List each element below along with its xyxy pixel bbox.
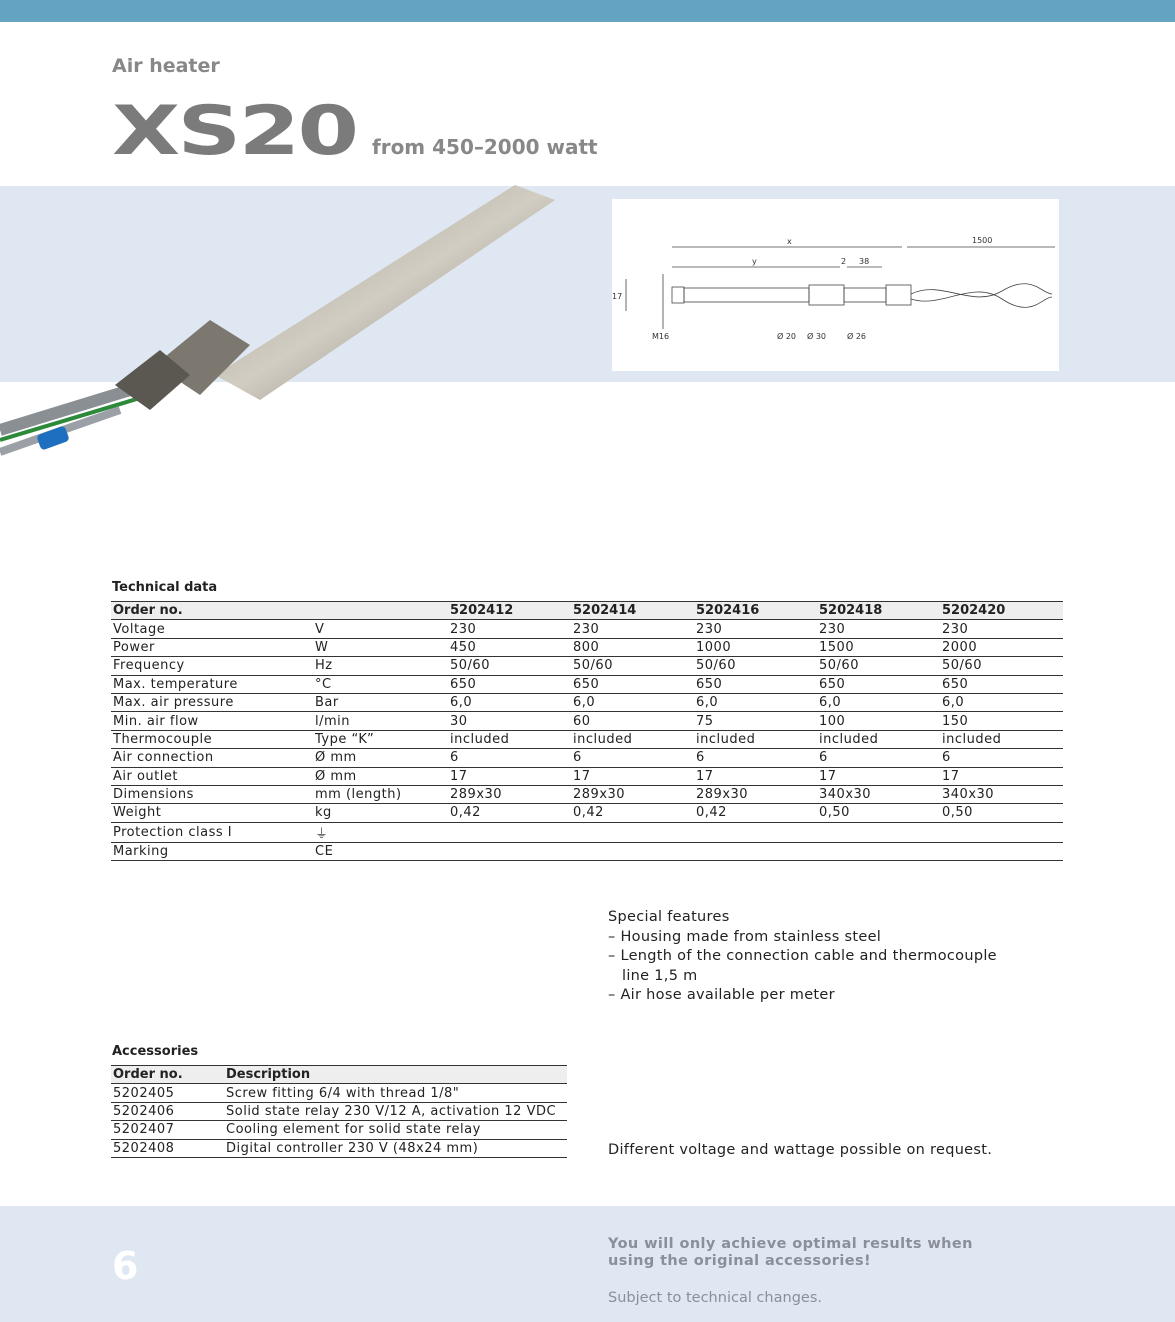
table-cell: Air connection [111, 749, 313, 767]
table-cell: Bar [313, 693, 448, 711]
table-cell: included [817, 730, 940, 748]
table-cell: 17 [940, 767, 1063, 785]
table-cell: 150 [940, 712, 1063, 730]
table-cell: 0,42 [571, 804, 694, 822]
table-cell: Cooling element for solid state relay [224, 1121, 567, 1139]
table-cell: 230 [817, 620, 940, 638]
table-cell [571, 842, 694, 860]
table-cell: Solid state relay 230 V/12 A, activation 12 VDC [224, 1102, 567, 1120]
table-cell: 2000 [940, 638, 1063, 656]
dim-cable: 1500 [972, 236, 993, 245]
table-cell: 289x30 [448, 785, 571, 803]
table-cell: 230 [571, 620, 694, 638]
table-cell [940, 822, 1063, 842]
table-cell: 289x30 [694, 785, 817, 803]
dim-gap: 2 [841, 257, 847, 266]
table-cell: 50/60 [448, 657, 571, 675]
table-cell: Air outlet [111, 767, 313, 785]
table-cell: 5202407 [111, 1121, 224, 1139]
table-cell: Order no. [111, 1066, 224, 1084]
table-cell: CE [313, 842, 448, 860]
dim-d30: Ø 30 [807, 332, 827, 341]
model-title: XS20 [112, 92, 357, 171]
table-row [111, 712, 1063, 730]
feature-item: line 1,5 m [622, 967, 698, 984]
technical-data-heading: Technical data [112, 580, 218, 595]
table-cell: 340x30 [817, 785, 940, 803]
table-cell: 5202405 [111, 1084, 224, 1102]
table-row [111, 1102, 567, 1120]
table-cell: 6 [448, 749, 571, 767]
table-cell: 50/60 [940, 657, 1063, 675]
table-cell: 0,50 [817, 804, 940, 822]
table-cell: 1500 [817, 638, 940, 656]
table-cell: Ø mm [313, 749, 448, 767]
table-cell: 650 [448, 675, 571, 693]
table-cell: Protection class I [111, 822, 313, 842]
table-cell: included [940, 730, 1063, 748]
table-cell: 800 [571, 638, 694, 656]
table-cell: ⏚ [313, 822, 448, 842]
table-row [111, 620, 1063, 638]
table-cell: 17 [571, 767, 694, 785]
table-cell: 650 [694, 675, 817, 693]
table-cell: Thermocouple [111, 730, 313, 748]
table-row [111, 1139, 567, 1157]
table-header-row [111, 1066, 567, 1084]
table-cell: 6,0 [571, 693, 694, 711]
table-cell: 230 [694, 620, 817, 638]
table-row [111, 822, 1063, 842]
accessories-heading: Accessories [112, 1044, 199, 1059]
dimension-drawing [612, 199, 1059, 371]
table-cell: 450 [448, 638, 571, 656]
table-cell: 60 [571, 712, 694, 730]
table-cell: 50/60 [571, 657, 694, 675]
table-row [111, 749, 1063, 767]
top-bar [0, 0, 1175, 22]
table-cell: 50/60 [694, 657, 817, 675]
dim-m16: M16 [652, 332, 670, 341]
table-cell: Screw fitting 6/4 with thread 1/8" [224, 1084, 567, 1102]
table-cell: 17 [817, 767, 940, 785]
table-cell: Digital controller 230 V (48x24 mm) [224, 1139, 567, 1157]
table-row [111, 693, 1063, 711]
table-row [111, 842, 1063, 860]
table-cell: Order no. [111, 602, 313, 620]
table-cell: 0,42 [694, 804, 817, 822]
table-cell: 6,0 [940, 693, 1063, 711]
table-cell: included [571, 730, 694, 748]
table-cell: 6,0 [817, 693, 940, 711]
footer-band [0, 1206, 1175, 1322]
table-cell: 100 [817, 712, 940, 730]
table-cell: 30 [448, 712, 571, 730]
table-row [111, 767, 1063, 785]
table-row [111, 804, 1063, 822]
table-row [111, 1084, 567, 1102]
dim-y: y [752, 257, 757, 266]
table-cell: l/min [313, 712, 448, 730]
table-cell: Power [111, 638, 313, 656]
table-cell: Min. air flow [111, 712, 313, 730]
table-cell: Description [224, 1066, 567, 1084]
table-cell [817, 842, 940, 860]
table-cell: 50/60 [817, 657, 940, 675]
features-heading: Special features [608, 909, 730, 925]
table-cell: 5202414 [571, 602, 694, 620]
request-note: Different voltage and wattage possible on request. [608, 1142, 993, 1158]
table-cell [817, 822, 940, 842]
table-cell: Max. temperature [111, 675, 313, 693]
table-cell [571, 822, 694, 842]
table-row [111, 785, 1063, 803]
table-cell: 0,42 [448, 804, 571, 822]
table-cell: 289x30 [571, 785, 694, 803]
special-features [608, 908, 1058, 1006]
table-cell [940, 842, 1063, 860]
table-cell: 6 [817, 749, 940, 767]
table-cell [448, 822, 571, 842]
table-row [111, 675, 1063, 693]
table-cell: Voltage [111, 620, 313, 638]
technical-changes-note: Subject to technical changes. [608, 1290, 822, 1306]
dim-d20: Ø 20 [777, 332, 797, 341]
table-cell: Marking [111, 842, 313, 860]
table-cell: 6,0 [694, 693, 817, 711]
table-cell: 17 [694, 767, 817, 785]
table-cell: 75 [694, 712, 817, 730]
table-cell: 230 [448, 620, 571, 638]
table-cell [313, 602, 448, 620]
power-range: from 450–2000 watt [372, 135, 598, 159]
table-cell: 5202418 [817, 602, 940, 620]
table-cell: W [313, 638, 448, 656]
dim-17: 17 [612, 292, 623, 301]
table-cell: 1000 [694, 638, 817, 656]
table-cell: 5202408 [111, 1139, 224, 1157]
table-row [111, 730, 1063, 748]
feature-item: – Air hose available per meter [608, 987, 835, 1003]
table-cell [694, 822, 817, 842]
table-header-row [111, 602, 1063, 620]
table-cell: Weight [111, 804, 313, 822]
category-label: Air heater [112, 55, 220, 77]
table-cell: 340x30 [940, 785, 1063, 803]
table-cell: 650 [817, 675, 940, 693]
table-cell: 5202416 [694, 602, 817, 620]
heater-photo [0, 160, 600, 480]
table-cell: Dimensions [111, 785, 313, 803]
table-cell: Ø mm [313, 767, 448, 785]
dim-d26: Ø 26 [847, 332, 867, 341]
table-cell: 6 [571, 749, 694, 767]
table-cell: 650 [940, 675, 1063, 693]
page-number: 6 [112, 1244, 139, 1288]
table-cell: included [448, 730, 571, 748]
table-cell: V [313, 620, 448, 638]
table-cell: 650 [571, 675, 694, 693]
table-row [111, 638, 1063, 656]
table-cell: Frequency [111, 657, 313, 675]
table-cell [694, 842, 817, 860]
table-cell: included [694, 730, 817, 748]
table-cell: Max. air pressure [111, 693, 313, 711]
hint-line: You will only achieve optimal results when [608, 1236, 973, 1252]
table-cell: 6 [940, 749, 1063, 767]
table-cell: 5202412 [448, 602, 571, 620]
dim-x: x [787, 237, 792, 246]
table-cell: °C [313, 675, 448, 693]
table-cell: 230 [940, 620, 1063, 638]
technical-data-table [111, 601, 1063, 861]
feature-item: – Length of the connection cable and thermocouple [608, 948, 997, 964]
hint-line: using the original accessories! [608, 1253, 871, 1269]
table-cell: 6 [694, 749, 817, 767]
table-row [111, 657, 1063, 675]
table-cell: 17 [448, 767, 571, 785]
table-cell [448, 842, 571, 860]
table-cell: 6,0 [448, 693, 571, 711]
table-row [111, 1121, 567, 1139]
table-cell: 5202420 [940, 602, 1063, 620]
accessories-hint [608, 1236, 973, 1270]
table-cell: Type “K” [313, 730, 448, 748]
table-cell: mm (length) [313, 785, 448, 803]
table-cell: Hz [313, 657, 448, 675]
accessories-table [111, 1065, 567, 1158]
table-cell: 5202406 [111, 1102, 224, 1120]
table-cell: kg [313, 804, 448, 822]
table-cell: 0,50 [940, 804, 1063, 822]
dim-38: 38 [859, 257, 870, 266]
feature-item: – Housing made from stainless steel [608, 928, 882, 945]
